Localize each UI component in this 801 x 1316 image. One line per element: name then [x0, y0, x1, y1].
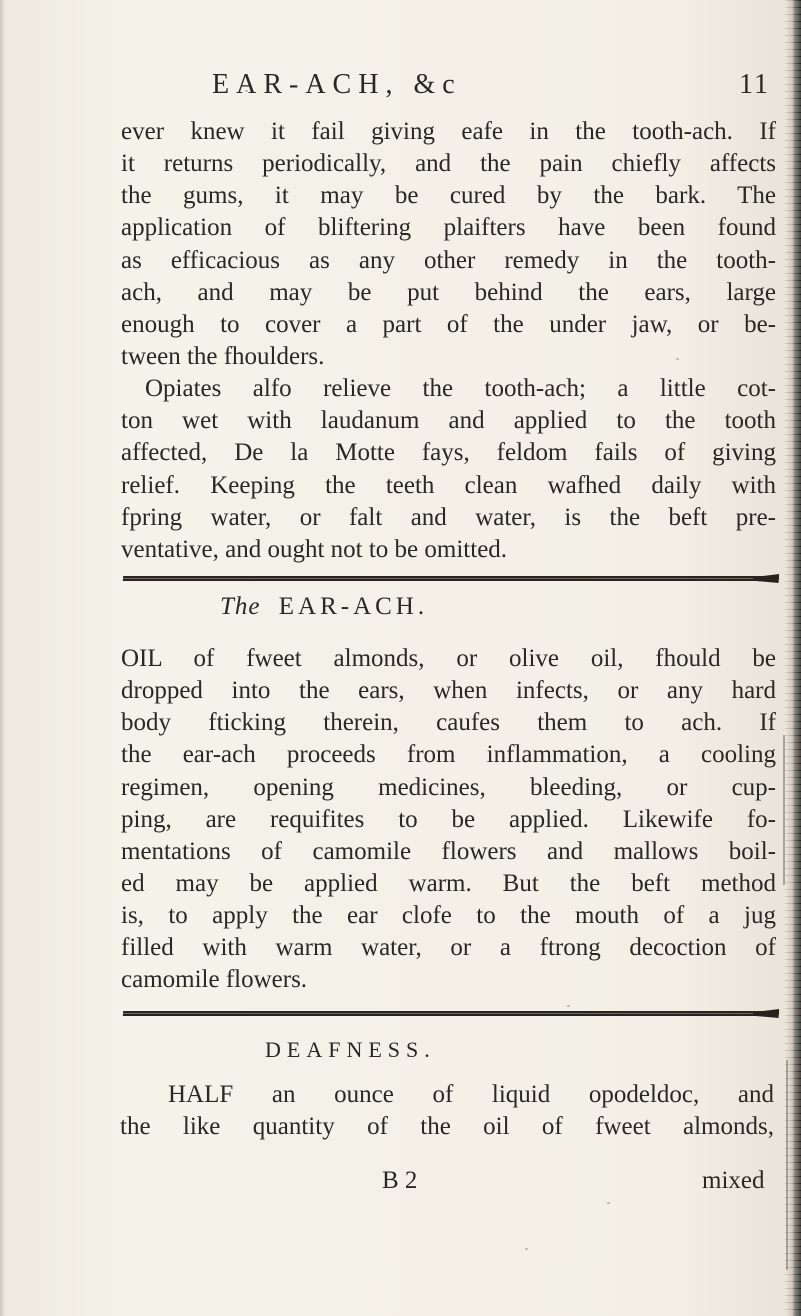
text-line: ton wet with laudanum and applied to the tooth	[121, 407, 776, 435]
text-line: filled with warm water, or a ftrong decoction of	[121, 934, 776, 962]
toothache-continued-paragraph	[121, 116, 776, 566]
text-line: as efficacious as any other remedy in the tooth-	[121, 246, 776, 274]
text-line: the gums, it may be cured by the bark. The	[121, 182, 776, 210]
text-line: enough to cover a part of the under jaw, or be-	[121, 310, 776, 338]
signature-mark: B 2	[382, 1167, 418, 1194]
text-line: ping, are requifites to be applied. Likewife fo-	[121, 805, 776, 833]
text-line: dropped into the ears, when infects, or any hard	[121, 677, 776, 705]
text-line: body fticking therein, caufes them to ach. If	[121, 709, 776, 737]
text-line: camomile flowers.	[121, 966, 308, 994]
text-line: HALF an ounce of liquid opodeldoc, and	[168, 1081, 774, 1108]
page-number: 11	[739, 69, 770, 100]
right-margin-mark	[783, 735, 785, 885]
text-line: ed may be applied warm. But the beft method	[121, 869, 776, 897]
text-line: ever knew it fail giving eafe in the tooth-ach. If	[121, 118, 776, 145]
running-head: EAR-ACH, &c	[212, 69, 462, 100]
page-left-shadow	[0, 0, 5, 1316]
paper-speck	[607, 1202, 610, 1204]
text-line: relief. Keeping the teeth clean wafhed daily with	[121, 471, 776, 499]
text-line: the like quantity of the oil of fweet almonds,	[120, 1113, 774, 1141]
paper-speck	[245, 90, 248, 92]
page-footer	[120, 1165, 775, 1197]
deafness-heading: DEAFNESS.	[265, 1037, 436, 1062]
text-line: affected, De la Motte fays, feldom fails of giving	[121, 439, 776, 467]
heading-title: EAR-ACH.	[278, 593, 429, 620]
ear-ach-heading	[220, 591, 540, 623]
heading-prefix: The	[220, 593, 261, 620]
deafness-paragraph	[120, 1079, 774, 1143]
text-line: tween the fhoulders.	[121, 342, 325, 370]
text-line: OIL of fweet almonds, or olive oil, fhould be	[121, 645, 776, 672]
section-divider	[123, 576, 775, 581]
text-line: is, to apply the ear clofe to the mouth of a jug	[121, 902, 776, 930]
text-line: it returns periodically, and the pain chiefly affects	[121, 150, 776, 178]
text-line: the ear-ach proceeds from inflammation, a cooling	[121, 741, 776, 769]
text-line: application of bliftering plaifters have been found	[121, 214, 776, 242]
text-line: mentations of camomile flowers and mallows boil-	[121, 837, 776, 865]
running-header	[120, 71, 770, 99]
paper-speck	[525, 1248, 528, 1250]
text-line: ventative, and ought not to be omitted.	[121, 535, 508, 563]
paper-speck	[567, 1005, 570, 1007]
text-line: fpring water, or falt and water, is the beft pre-	[121, 503, 776, 531]
catchword: mixed	[702, 1167, 765, 1194]
text-line: ach, and may be put behind the ears, large	[121, 278, 776, 306]
text-line: Opiates alfo relieve the tooth-ach; a little cot-	[145, 375, 776, 403]
section-divider	[123, 1011, 775, 1016]
ear-ach-paragraph	[121, 643, 776, 997]
paper-speck	[676, 358, 679, 360]
text-line: regimen, opening medicines, bleeding, or cup-	[121, 773, 776, 801]
